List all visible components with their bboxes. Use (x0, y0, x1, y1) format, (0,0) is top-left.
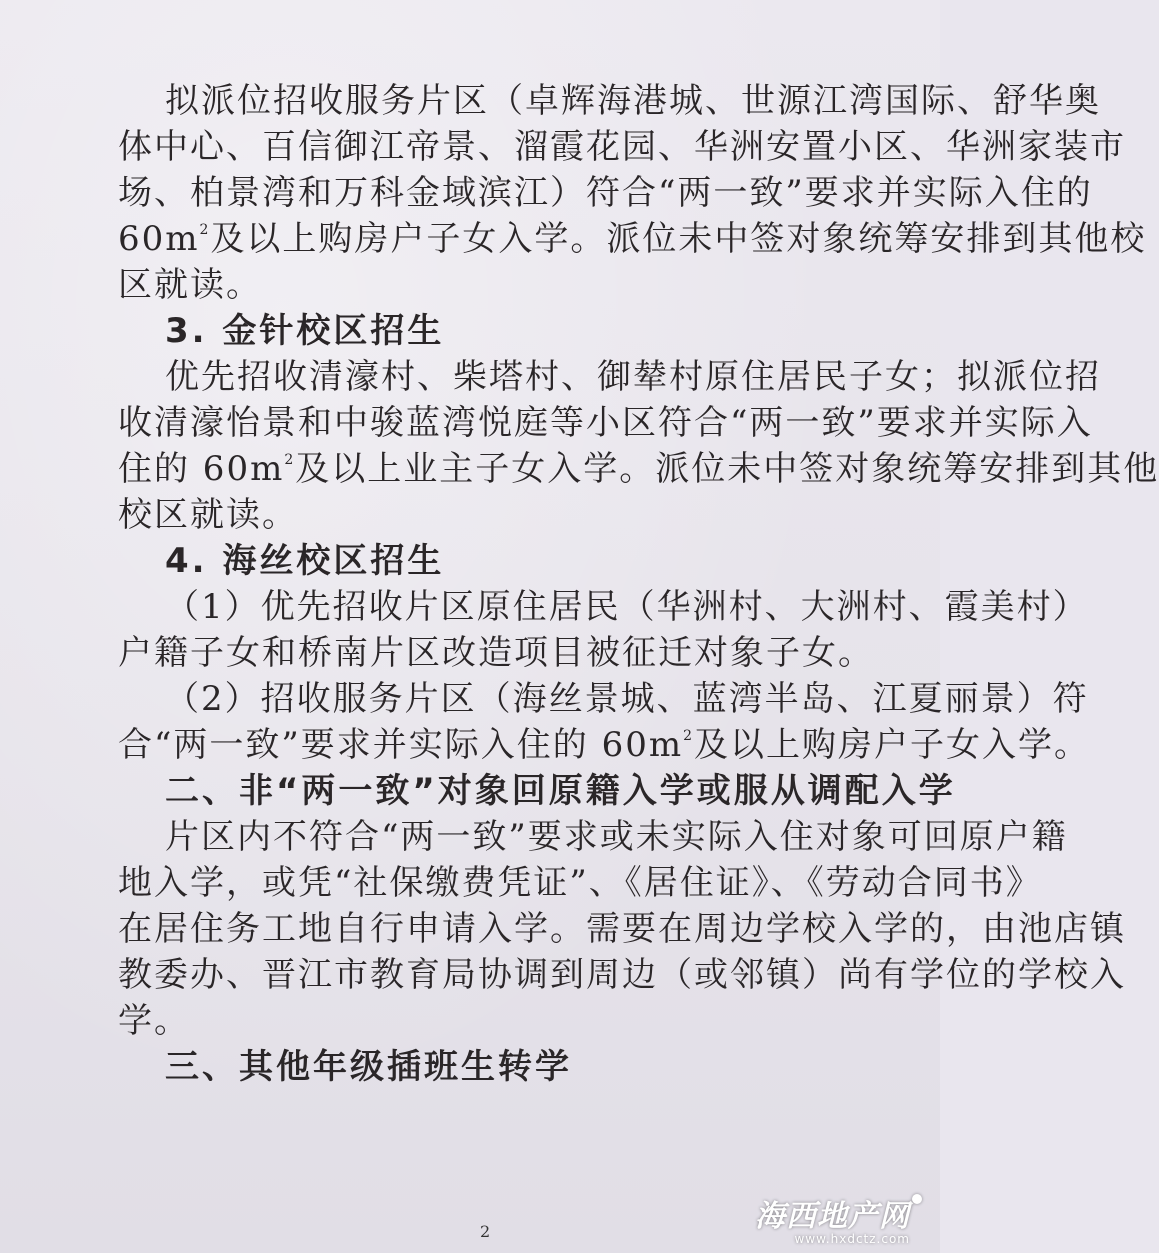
area-value: 60m (118, 219, 200, 259)
text-line: 校区就读。 (118, 495, 298, 535)
text-line: 地入学，或凭“社保缴费凭证”、《居住证》、《劳动合同书》 (118, 863, 1042, 903)
area-value: 住的 60m (118, 449, 285, 489)
text-line: 场、柏景湾和万科金域滨江）符合“两一致”要求并实际入住的 (118, 173, 1093, 213)
text-fragment: 及以上业主子女入学。派位未中签对象统筹安排到其他 (295, 449, 1159, 489)
section-heading-three: 三、其他年级插班生转学 (165, 1047, 572, 1087)
text-fragment: 及以上购房户子女入学。 (694, 725, 1090, 765)
text-line: 优先招收清濠村、柴塔村、御辇村原住居民子女；拟派位招 (165, 357, 1101, 397)
text-line: （2）招收服务片区（海丝景城、蓝湾半岛、江夏丽景）符 (165, 679, 1089, 719)
watermark-url: www.hxdctz.com (794, 1232, 910, 1246)
text-fragment: 合“两一致”要求并实际入住的 60m (118, 725, 684, 765)
logo-dot-icon (912, 1194, 922, 1204)
superscript: 2 (199, 222, 211, 238)
watermark-logo (755, 1200, 910, 1246)
text-fragment: 及以上购房户子女入学。派位未中签对象统筹安排到其他校 (210, 219, 1147, 259)
text-line: 在居住务工地自行申请入学。需要在周边学校入学的，由池店镇 (118, 909, 1126, 949)
text-line: 体中心、百信御江帝景、溜霞花园、华洲安置小区、华洲家装市 (118, 127, 1126, 167)
text-line: 学。 (118, 1001, 190, 1041)
text-line: （1）优先招收片区原住居民（华洲村、大洲村、霞美村） (165, 587, 1089, 627)
text-line (0, 446, 1159, 492)
text-line (0, 216, 1147, 262)
text-line: 户籍子女和桥南片区改造项目被征迁对象子女。 (118, 633, 874, 673)
superscript: 2 (683, 728, 694, 744)
text-line: 拟派位招收服务片区（卓辉海港城、世源江湾国际、舒华奥 (165, 81, 1101, 121)
text-line: 教委办、晋江市教育局协调到周边（或邻镇）尚有学位的学校入 (118, 955, 1126, 995)
watermark-title: 海西地产网 (755, 1199, 910, 1234)
section-heading-jinzhen: 3. 金针校区招生 (165, 311, 445, 351)
text-line (0, 722, 1090, 768)
section-heading-two: 二、非“两一致”对象回原籍入学或服从调配入学 (165, 771, 956, 811)
superscript: 2 (284, 452, 296, 468)
text-line: 收清濠怡景和中骏蓝湾悦庭等小区符合“两一致”要求并实际入 (118, 403, 1093, 443)
section-heading-haisi: 4. 海丝校区招生 (165, 541, 445, 581)
text-line: 区就读。 (118, 265, 262, 305)
page-number: 2 (480, 1222, 491, 1241)
text-line: 片区内不符合“两一致”要求或未实际入住对象可回原户籍 (165, 817, 1068, 857)
